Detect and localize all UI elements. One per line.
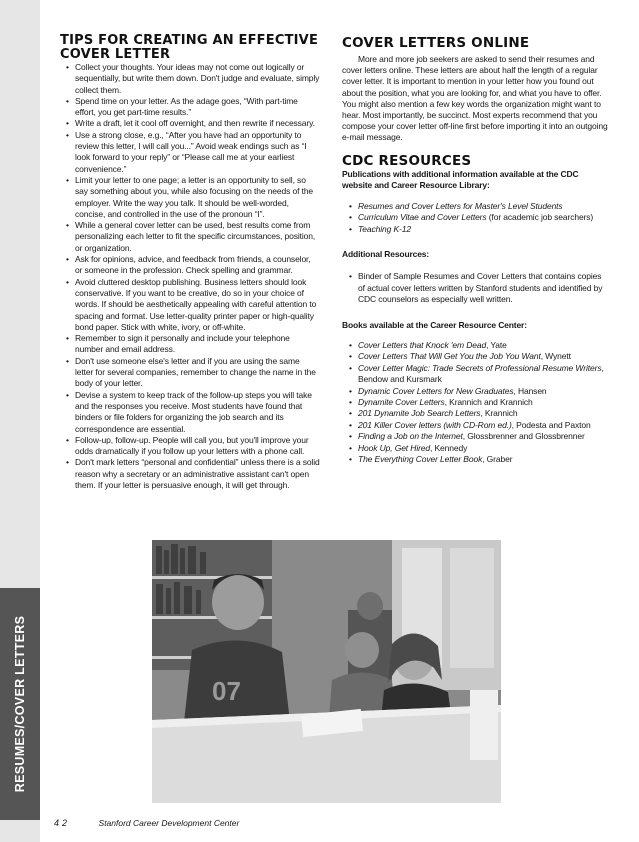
- tip-item: • Collect your thoughts. Your ideas may not come out logically or sequentially, but write them down. Don't judge and evaluate, simply collect them.: [66, 62, 320, 96]
- book-title: 201 Dynamite Job Search Letters: [358, 408, 481, 419]
- book-item: [349, 363, 610, 386]
- section-tab-label: RESUMES/COVER LETTERS: [13, 615, 27, 793]
- book-author: , Wynett: [540, 351, 571, 362]
- additional-heading: Additional Resources:: [342, 249, 430, 260]
- tips-heading: TIPS FOR CREATING AN EFFECTIVE COVER LETTER: [60, 33, 319, 62]
- book-item: [349, 386, 610, 397]
- publication-item: [349, 212, 610, 223]
- cdc-intro: Publications with additional information available at the CDC website and Career Resource Library:: [342, 168, 579, 190]
- book-title: Dynamic Cover Letters for New Graduates: [358, 385, 514, 396]
- tip-item: • Limit your letter to one page; a letter is an opportunity to sell, so say something about you, while also focusing on the needs of the employer. Write the way you talk. It should be well-worded, concise, and controlled in the use of the pronoun “I”.: [66, 175, 320, 220]
- additional-list: [342, 271, 610, 305]
- publication-title: Curriculum Vitae and Cover Letters: [358, 212, 487, 223]
- books-list: [342, 340, 610, 465]
- svg-text:07: 07: [212, 676, 241, 706]
- online-heading: COVER LETTERS ONLINE: [342, 35, 530, 51]
- book-title: Hook Up, Get Hired: [358, 442, 431, 453]
- publication-title: Resumes and Cover Letters for Master's Level Students: [358, 201, 563, 212]
- book-author: , Glossbrenner and Glossbrenner: [462, 431, 585, 442]
- book-item: [349, 397, 610, 408]
- book-author: , Hansen: [513, 385, 547, 396]
- book-item: [349, 431, 610, 442]
- book-title: The Everything Cover Letter Book: [358, 453, 483, 464]
- cdc-heading: CDC RESOURCES: [342, 152, 472, 169]
- book-title: Cover Letters that Knock 'em Dead: [358, 339, 487, 350]
- tip-item: • Follow-up, follow-up. People will call you, but you'll improve your odds dramatically if you follow up your letters with a phone call.: [66, 435, 320, 458]
- tip-item: • Write a draft, let it cool off overnight, and then rewrite if necessary.: [66, 118, 320, 129]
- online-body: More and more job seekers are asked to send their resumes and cover letters online. These letters are about half the length of a regular cover letter. It is important to mention in your letter how you found out about the position, what you are looking for, and what you have to offer. You might also mention a few key words the organization might want to hear. Most importantly, be succinct. Most experts recommend that you compose your cover letter off-line first before importing it into an outgoing e-mail message.: [342, 54, 608, 143]
- tip-item: • Ask for opinions, advice, and feedback from friends, a counselor, or someone in the profession. Check spelling and grammar.: [66, 254, 320, 277]
- book-item: [349, 454, 610, 465]
- book-author: , Yate: [486, 339, 507, 350]
- publication-item: [349, 224, 610, 235]
- book-item: [349, 351, 610, 362]
- book-title: Finding a Job on the Internet: [358, 431, 463, 442]
- tip-item: • Don't mark letters “personal and confidential” unless there is a solid reason why a secretary or an administrative assistant can't open them. If your letter is persuasive enough, it will get through.: [66, 457, 320, 491]
- book-author: , Bendow and Kursmark: [358, 362, 604, 385]
- book-title: Cover Letters That Will Get You the Job You Want: [358, 351, 541, 362]
- book-item: [349, 408, 610, 419]
- book-item: [349, 443, 610, 454]
- tip-item: • Use a strong close, e.g., “After you have had an opportunity to review this letter, I will call you...” Avoid weak endings such as “I look forward to your reply” or “Please call me at your earliest convenience.”: [66, 130, 320, 175]
- book-title: Cover Letter Magic: Trade Secrets of Professional Resume Writers: [358, 362, 602, 373]
- tip-item: • Avoid cluttered desktop publishing. Business letters should look conservative. If you want to be creative, do so in your choice of words. If should be aesthetically appealing with careful attention to spacing and format. Use letter-quality printer paper or high-quality bond paper. Stick with white, ivory, or off-white.: [66, 277, 320, 333]
- book-author: , Podesta and Paxton: [511, 419, 591, 430]
- footer-organization: Stanford Career Development Center: [98, 818, 240, 828]
- book-item: [349, 420, 610, 431]
- book-author: , Kennedy: [430, 442, 468, 453]
- book-author: , Krannich and Krannich: [444, 396, 533, 407]
- students-photo: [152, 540, 501, 803]
- tips-section: [60, 34, 320, 491]
- page-number: 42: [54, 818, 71, 828]
- books-heading: Books available at the Career Resource Center:: [342, 319, 527, 330]
- tip-item: • While a general cover letter can be used, best results come from personalizing each letter to fit the specific circumstances, position, or organization.: [66, 220, 320, 254]
- publication-note: (for academic job searchers): [486, 212, 594, 223]
- book-author: , Graber: [482, 453, 513, 464]
- additional-item: • Binder of Sample Resumes and Cover Letters that contains copies of actual cover letters written by Stanford students and identified by CDC counselors as especially well written.: [349, 271, 610, 305]
- book-author: , Krannich: [480, 408, 518, 419]
- tip-item: • Don't use someone else's letter and if you are using the same letter for several companies, remember to change the name in the body of your letter.: [66, 356, 320, 390]
- publication-item: [349, 201, 610, 212]
- book-item: [349, 340, 610, 351]
- publications-list: [342, 201, 610, 235]
- tip-item: • Devise a system to keep track of the follow-up steps you will take and the responses you receive. Most students have found that binders or file folders for organizing the job search and its correspondence are essential.: [66, 390, 320, 435]
- tip-item: • Remember to sign it personally and include your telephone number and email address.: [66, 333, 320, 356]
- tips-list: [60, 62, 320, 491]
- publication-title: Teaching K-12: [358, 223, 411, 234]
- book-title: 201 Killer Cover letters (with CD-Rom ed.): [358, 419, 512, 430]
- right-column: [342, 36, 610, 465]
- page-footer: [54, 817, 239, 829]
- tip-item: • Spend time on your letter. As the adage goes, “With part-time effort, you get part-time results.”: [66, 96, 320, 119]
- book-title: Dynamite Cover Letters: [358, 396, 445, 407]
